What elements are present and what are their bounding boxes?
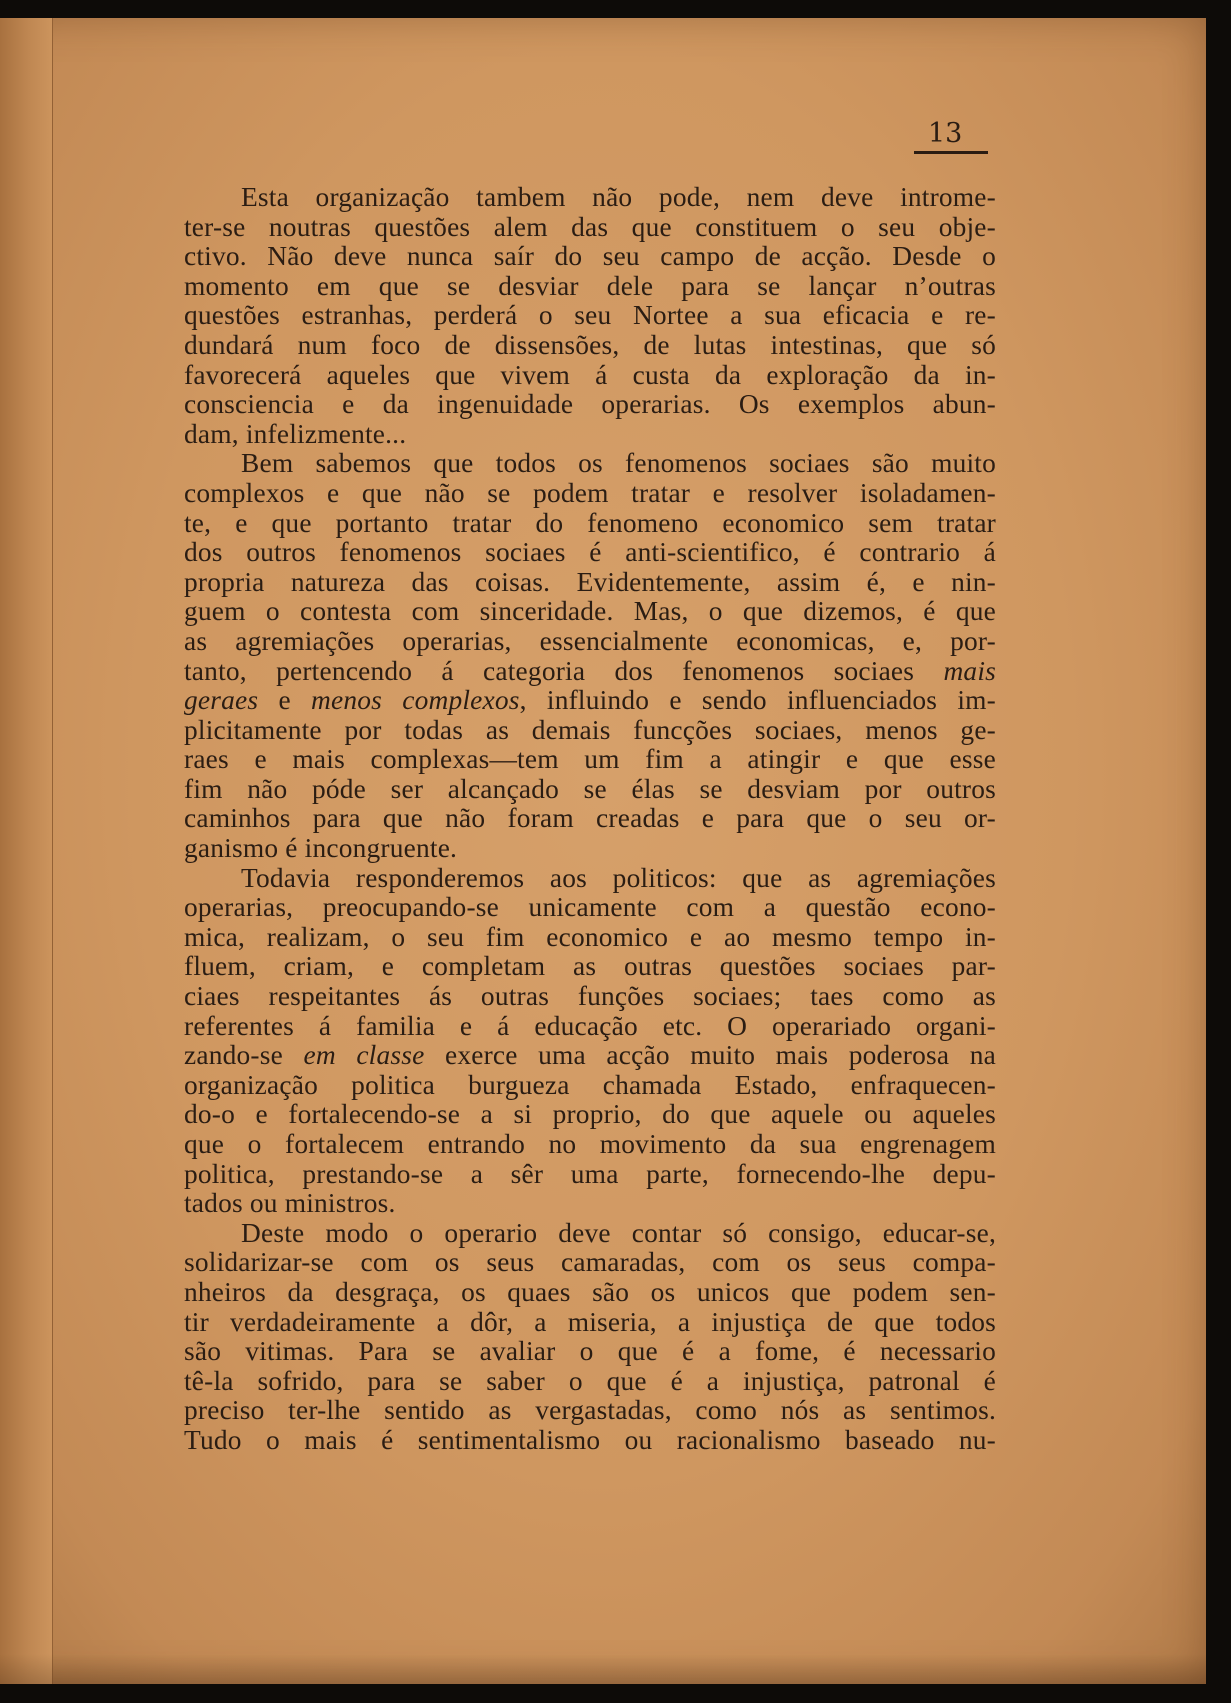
text-line: favorecerá aqueles que vivem á custa da exploração da in-: [184, 359, 996, 390]
text-line: fim não póde ser alcançado se élas se desviam por outros: [184, 773, 996, 804]
text-line: consciencia e da ingenuidade operarias. Os exemplos abun-: [184, 389, 996, 420]
text-line: dam, infelizmente...: [184, 418, 407, 449]
text-line: as agremiações operarias, essencialmente economicas, e, por-: [184, 625, 996, 656]
text-segment: tanto, pertencendo á categoria dos fenomenos sociaes: [184, 655, 915, 686]
text-line: do-o e fortalecendo-se a si proprio, do que aquele ou aqueles: [184, 1099, 996, 1130]
page-bottom-shadow: [0, 1654, 1206, 1684]
text-line: [184, 657, 996, 687]
text-line: ter-se noutras questões alem das que constituem o seu obje-: [184, 211, 996, 242]
text-line: são vitimas. Para se avaliar o que é a fome, é necessario: [184, 1336, 996, 1367]
italic-segment: geraes: [184, 685, 259, 716]
text-line: caminhos para que não foram creadas e para que o seu or-: [184, 803, 996, 834]
text-line: Todavia responderemos aos politicos: que as agremiações: [241, 862, 996, 893]
text-line: tê-la sofrido, para se saber o que é a injustiça, patronal é: [184, 1365, 996, 1396]
italic-segment: menos complexos: [311, 685, 520, 716]
text-line: operarias, preocupando-se unicamente com a questão econo-: [184, 892, 996, 923]
text-line: ctivo. Não deve nunca saír do seu campo de acção. Desde o: [184, 241, 996, 272]
text-line: complexos e que não se podem tratar e resolver isoladamen-: [184, 477, 996, 508]
text-segment: zando-se: [184, 1040, 283, 1071]
text-line: solidarizar-se com os seus camaradas, com os seus compa-: [184, 1247, 996, 1278]
text-segment: exerce uma acção muito mais poderosa na: [424, 1040, 996, 1071]
text-line: dos outros fenomenos sociaes é anti-scientifico, é contrario á: [184, 537, 996, 568]
text-line: ganismo é incongruente.: [184, 833, 458, 864]
text-line: guem o contesta com sinceridade. Mas, o que dizemos, é que: [184, 596, 996, 627]
text-line: raes e mais complexas—tem um fim a atingir e que esse: [184, 744, 996, 775]
text-line: dundará num foco de dissensões, de lutas intestinas, que só: [184, 329, 996, 360]
text-line: plicitamente por todas as demais funcções sociaes, menos ge-: [184, 714, 996, 745]
text-line: Esta organização tambem não pode, nem deve introme-: [241, 182, 996, 212]
text-line: Tudo o mais é sentimentalismo ou racionalismo baseado nu-: [184, 1424, 996, 1455]
text-line: propria natureza das coisas. Evidentemente, assim é, e nin-: [184, 566, 996, 597]
text-line: Bem sabemos que todos os fenomenos sociaes são muito: [241, 448, 996, 479]
text-line: te, e que portanto tratar do fenomeno economico sem tratar: [184, 507, 996, 538]
text-line: que o fortalecem entrando no movimento da sua engrenagem: [184, 1129, 996, 1159]
text-line: ciaes respeitantes ás outras funções sociaes; taes como as: [184, 981, 996, 1012]
page-number: 13: [928, 118, 963, 149]
text-segment: e: [258, 685, 312, 716]
text-line: organização politica burgueza chamada Estado, enfraquecen-: [184, 1069, 996, 1100]
page-binding-edge: [0, 18, 53, 1684]
italic-segment: em classe: [303, 1040, 425, 1071]
scanned-page: [0, 18, 1206, 1684]
text-line: referentes á familia e á educação etc. O operariado organi-: [184, 1010, 996, 1041]
italic-segment: mais: [943, 655, 996, 686]
text-line: politica, prestando-se a sêr uma parte, fornecendo-lhe depu-: [184, 1158, 996, 1189]
text-segment: , influindo e sendo influenciados im-: [519, 685, 996, 716]
text-line: questões estranhas, perderá o seu Nortee a sua eficacia e re-: [184, 300, 996, 331]
text-line: nheiros da desgraça, os quaes são os unicos que podem sen-: [184, 1276, 996, 1307]
text-line: [184, 1041, 996, 1071]
text-line: Deste modo o operario deve contar só consigo, educar-se,: [241, 1217, 996, 1248]
text-line: [184, 686, 996, 716]
body-text: [184, 183, 996, 1456]
text-line: mica, realizam, o seu fim economico e ao mesmo tempo in-: [184, 921, 996, 952]
text-line: tados ou ministros.: [184, 1188, 396, 1219]
text-line: fluem, criam, e completam as outras questões sociaes par-: [184, 951, 996, 982]
text-line: momento em que se desviar dele para se lançar n’outras: [184, 270, 996, 301]
text-line: tir verdadeiramente a dôr, a miseria, a injustiça de que todos: [184, 1306, 996, 1337]
text-line: preciso ter-lhe sentido as vergastadas, como nós as sentimos.: [184, 1395, 996, 1426]
page-number-underline: [914, 151, 988, 154]
